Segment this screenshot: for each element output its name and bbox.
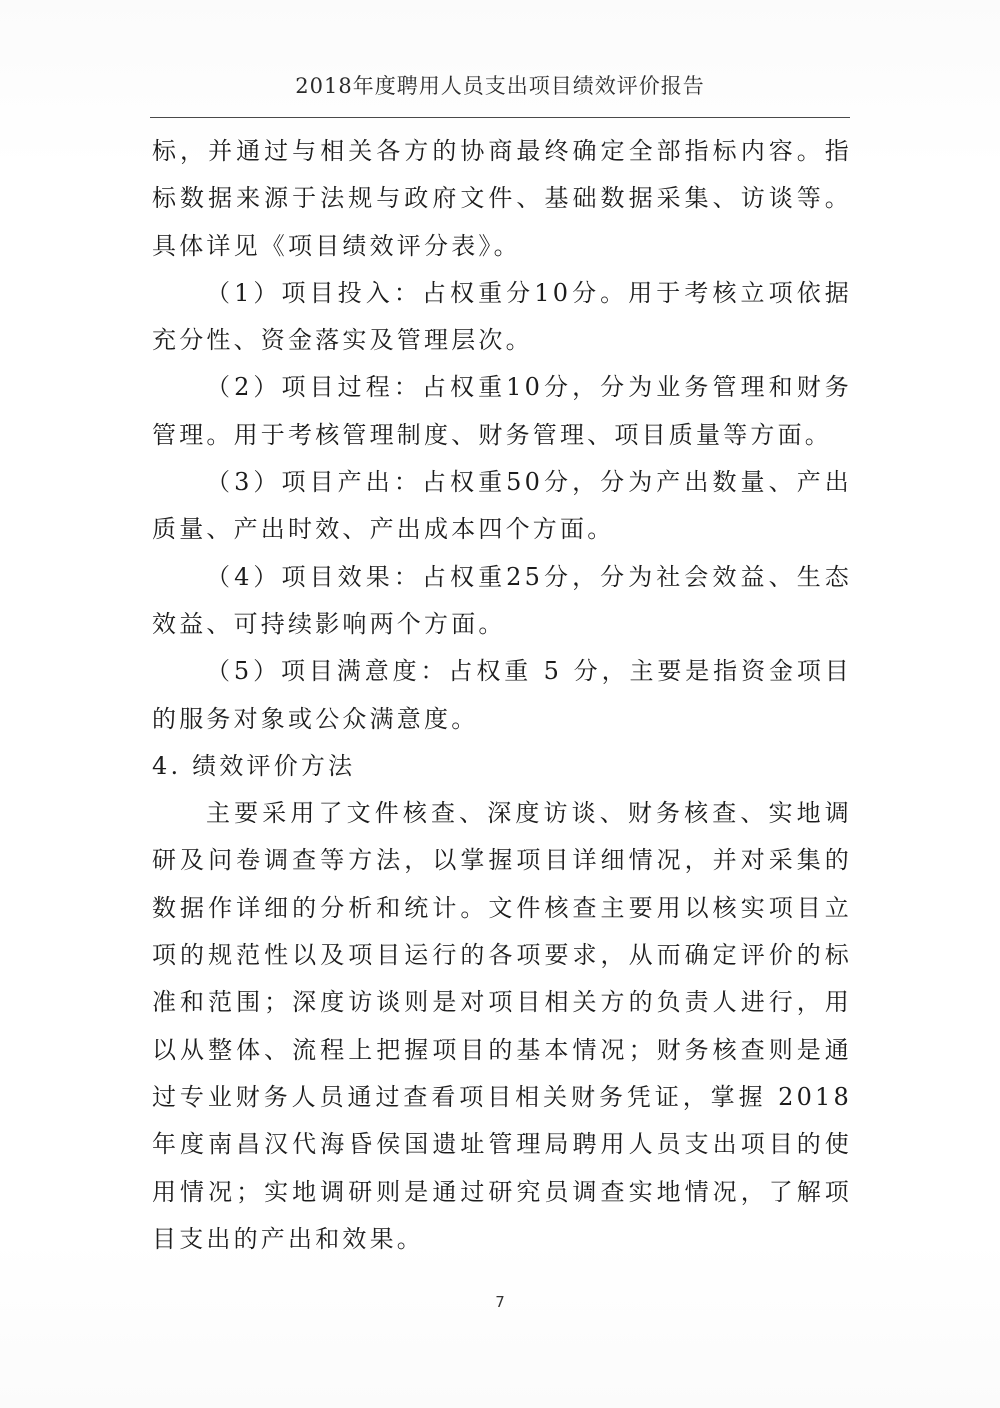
section-heading-methods: 4. 绩效评价方法 bbox=[152, 751, 356, 780]
running-header: 2018年度聘用人员支出项目绩效评价报告 bbox=[295, 74, 705, 98]
weight-item-satisfaction: （5）项目满意度：占权重 5 分，主要是指资金项目的服务对象或公众满意度。 bbox=[152, 657, 852, 733]
body-text bbox=[152, 128, 852, 1263]
header-rule bbox=[150, 117, 850, 118]
weight-item-output: （3）项目产出：占权重50分，分为产出数量、产出质量、产出时效、产出成本四个方面。 bbox=[152, 468, 852, 544]
weight-item-input: （1）项目投入：占权重分10分。用于考核立项依据充分性、资金落实及管理层次。 bbox=[152, 278, 852, 355]
intro-continuation-paragraph: 标，并通过与相关各方的协商最终确定全部指标内容。指标数据来源于法规与政府文件、基础数据采集、访谈等。具体详见《项目绩效评分表》。 bbox=[152, 137, 852, 260]
methods-paragraph: 主要采用了文件核查、深度访谈、财务核查、实地调研及问卷调查等方法，以掌握项目详细情况，并对采集的数据作详细的分析和统计。文件核查主要用以核实项目立项的规范性以及项目运行的各项要求，从而确定评价的标准和范围；深度访谈则是对项目相关方的负责人进行，用以从整体、流程上把握项目的基本情况；财务核查则是通过专业财务人员通过查看项目相关财务凭证，掌握 2018 年度南昌汉代海昏侯国遗址管理局聘用人员支出项目的使用情况；实地调研则是通过研究员调查实地情况，了解项目支出的产出和效果。 bbox=[152, 799, 852, 1253]
weight-item-process: （2）项目过程：占权重10分，分为业务管理和财务管理。用于考核管理制度、财务管理、项目质量等方面。 bbox=[152, 373, 852, 449]
weight-item-effect: （4）项目效果：占权重25分，分为社会效益、生态效益、可持续影响两个方面。 bbox=[152, 562, 852, 638]
page-number: 7 bbox=[495, 1293, 505, 1311]
